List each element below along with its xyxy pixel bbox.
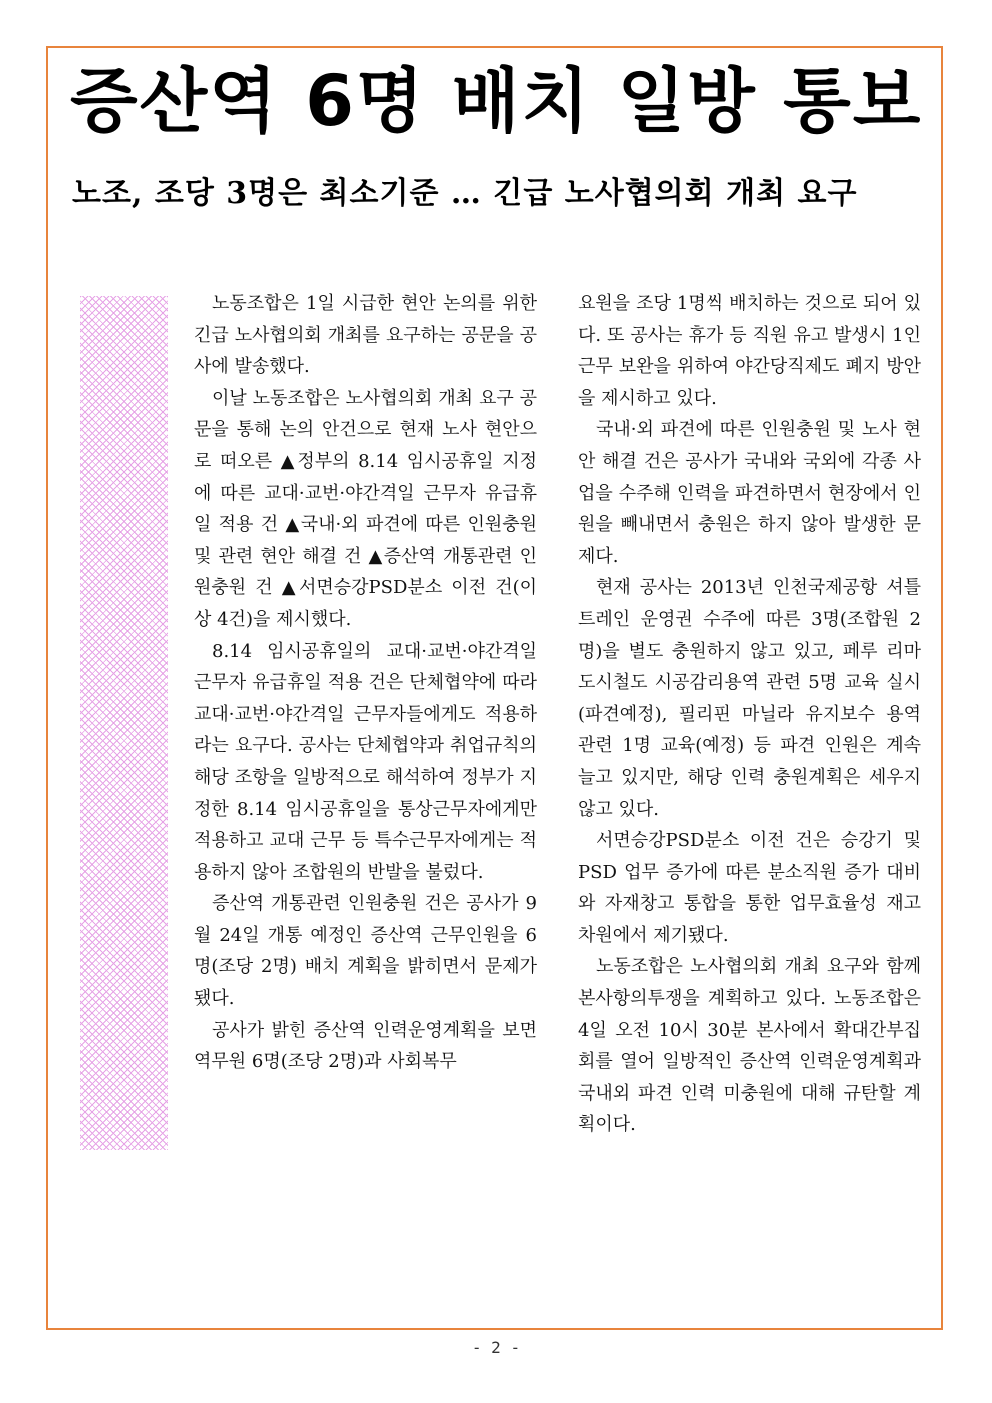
paragraph: 8.14 임시공휴일의 교대·교번·야간격일 근무자 유급휴일 적용 건은 단체협약에 따라 교대·교번·야간격일 근무자들에게도 적용하라는 요구다. 공사는 단체협약과 취업규칙의 해당 조항을 일방적으로 해석하여 정부가 지정한 8.14 임시공휴일을 통상근무자에게만 적용하고 교대 근무 등 특수근무자에게는 적용하지 않아 조합원의 반발을 불렀다.: [194, 640, 537, 883]
paragraph: 국내·외 파견에 따른 인원충원 및 노사 현안 해결 건은 공사가 국내와 국외에 각종 사업을 수주해 인력을 파견하면서 현장에서 인원을 빼내면서 충원은 하지 않아 발생한 문제다.: [578, 419, 921, 567]
paragraph: 현재 공사는 2013년 인천국제공항 셔틀트레인 운영권 수주에 따른 3명(조합원 2명)을 별도 충원하지 않고 있고, 페루 리마 도시철도 시공감리용역 관련 5명 교육 실시(파견예정), 필리핀 마닐라 유지보수 용역 관련 1명 교육(예정) 등 파견 인원은 계속 늘고 있지만, 해당 인력 충원계획은 세우지 않고 있다.: [578, 577, 921, 820]
paragraph: 노동조합은 노사협의회 개최 요구와 함께 본사항의투쟁을 계획하고 있다. 노동조합은 4일 오전 10시 30분 본사에서 확대간부집회를 열어 일방적인 증산역 인력운영계획과 국내외 파견 인력 미충원에 대해 규탄할 계획이다.: [578, 956, 921, 1136]
headline: 증산역 6명 배치 일방 통보: [70, 60, 923, 142]
article-column-left: [194, 288, 537, 1078]
article-column-right: [578, 288, 921, 1141]
decorative-pattern-bar: [80, 296, 168, 1150]
paragraph: 노동조합은 1일 시급한 현안 논의를 위한 긴급 노사협의회 개최를 요구하는 공문을 공사에 발송했다.: [194, 293, 537, 378]
paragraph: 이날 노동조합은 노사협의회 개최 요구 공문을 통해 논의 안건으로 현재 노사 현안으로 떠오른 ▲정부의 8.14 임시공휴일 지정에 따른 교대·교번·야간격일 근무자 유급휴일 적용 건 ▲국내·외 파견에 따른 인원충원 및 관련 현안 해결 건 ▲증산역 개통관련 인원충원 건 ▲서면승강PSD분소 이전 건(이상 4건)을 제시했다.: [194, 387, 537, 630]
paragraph-continued: 요원을 조당 1명씩 배치하는 것으로 되어 있다. 또 공사는 휴가 등 직원 유고 발생시 1인 근무 보완을 위하여 야간당직제도 폐지 방안을 제시하고 있다.: [578, 293, 921, 409]
paragraph: 서면승강PSD분소 이전 건은 승강기 및 PSD 업무 증가에 따른 분소직원 증가 대비와 자재창고 통합을 통한 업무효율성 재고 차원에서 제기됐다.: [578, 830, 921, 946]
page-number: - 2 -: [471, 1338, 521, 1357]
subheadline: 노조, 조당 3명은 최소기준 … 긴급 노사협의회 개최 요구: [72, 176, 858, 211]
paragraph: 증산역 개통관련 인원충원 건은 공사가 9월 24일 개통 예정인 증산역 근무인원을 6명(조당 2명) 배치 계획을 밝히면서 문제가 됐다.: [194, 893, 537, 1010]
paragraph: 공사가 밝힌 증산역 인력운영계획을 보면 역무원 6명(조당 2명)과 사회복무: [194, 1019, 537, 1073]
